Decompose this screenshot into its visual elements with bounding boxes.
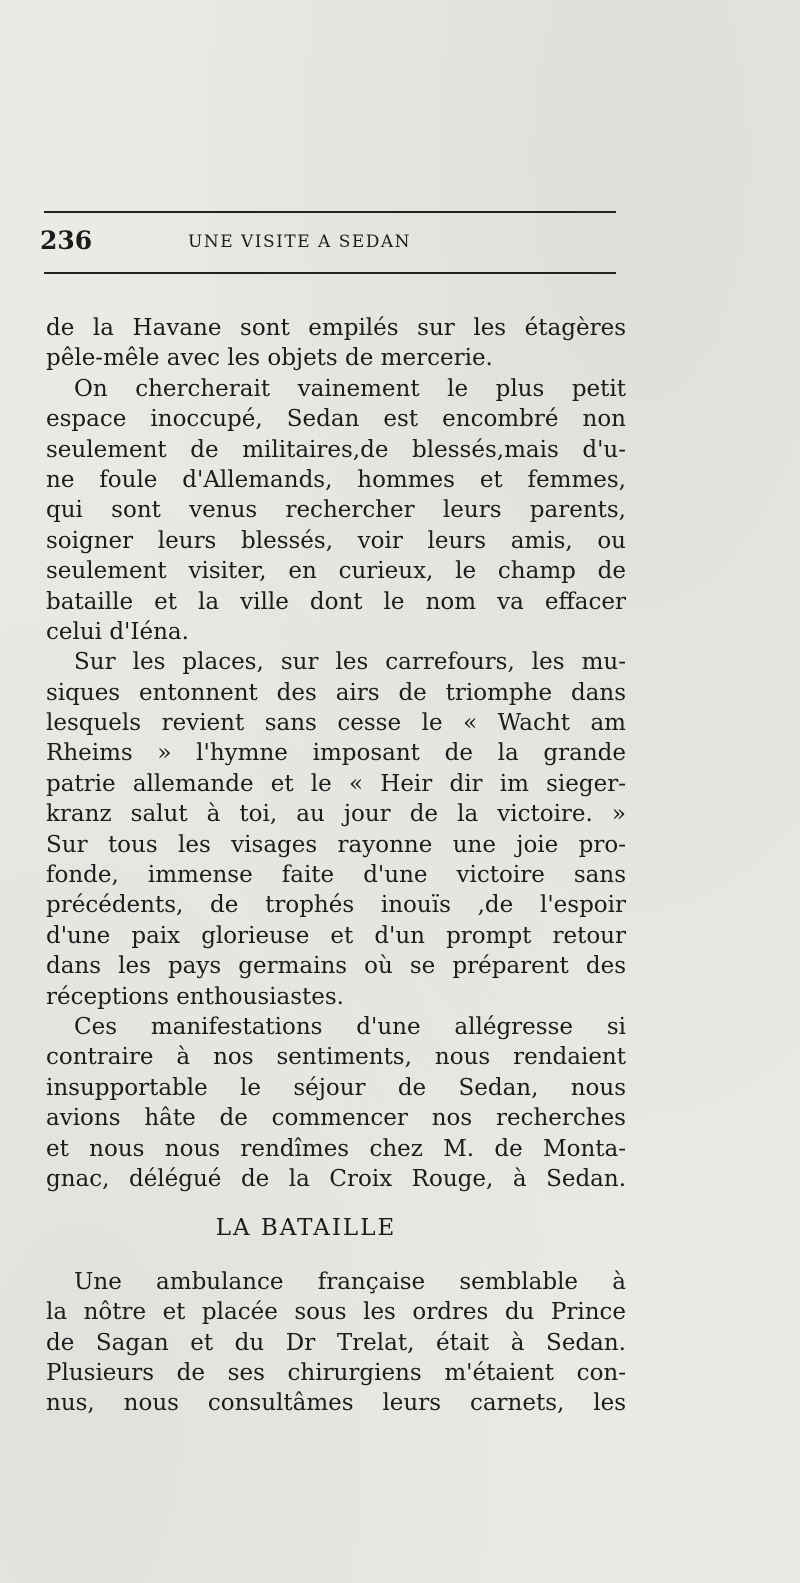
text-line: pêle-mêle avec les objets de mercerie.	[46, 345, 493, 372]
page-number: 236	[40, 226, 93, 255]
text-line: patrie allemande et le « Heir dir im sieger-	[46, 770, 626, 797]
text-line: gnac, délégué de la Croix Rouge, à Sedan.	[46, 1165, 626, 1192]
text-line: bataille et la ville dont le nom va effacer	[46, 588, 626, 615]
text-line: avions hâte de commencer nos recherches	[46, 1105, 626, 1132]
text-line: siques entonnent des airs de triomphe dans	[46, 679, 626, 706]
text-line: réceptions enthousiastes.	[46, 983, 344, 1010]
text-line: seulement visiter, en curieux, le champ de	[46, 558, 626, 585]
header-top-rule	[44, 211, 616, 213]
text-line: et nous nous rendîmes chez M. de Monta-	[46, 1135, 626, 1162]
text-line: d'une paix glorieuse et d'un prompt retour	[46, 922, 626, 949]
text-line: seulement de militaires,de blessés,mais d'u-	[46, 436, 626, 463]
text-line: Rheims » l'hymne imposant de la grande	[46, 740, 626, 767]
text-line: Ces manifestations d'une allégresse si	[74, 1013, 626, 1040]
running-header	[40, 226, 616, 260]
text-line: précédents, de trophés inouïs ,de l'espoir	[46, 892, 626, 919]
text-line: Sur les places, sur les carrefours, les mu-	[74, 649, 626, 676]
text-line: soigner leurs blessés, voir leurs amis, ou	[46, 527, 626, 554]
text-line: de la Havane sont empilés sur les étagères	[46, 315, 626, 341]
text-line: qui sont venus rechercher leurs parents,	[46, 497, 626, 524]
text-line: dans les pays germains où se préparent des	[46, 953, 626, 980]
running-title: UNE VISITE A SEDAN	[188, 232, 412, 252]
text-line: lesquels revient sans cesse le « Wacht am	[46, 710, 626, 737]
text-line: kranz salut à toi, au jour de la victoire. »	[46, 801, 626, 828]
text-line: Une ambulance française semblable à	[74, 1268, 626, 1295]
text-line: On chercherait vainement le plus petit	[74, 375, 626, 402]
text-line: celui d'Iéna.	[46, 618, 189, 645]
text-line: ne foule d'Allemands, hommes et femmes,	[46, 466, 626, 493]
text-line: de Sagan et du Dr Trelat, était à Sedan.	[46, 1329, 626, 1356]
section-heading: LA BATAILLE	[215, 1215, 397, 1242]
text-line: insupportable le séjour de Sedan, nous	[46, 1074, 626, 1101]
text-line: Sur tous les visages rayonne une joie pro-	[46, 831, 626, 858]
text-line: fonde, immense faite d'une victoire sans	[46, 862, 626, 889]
text-line: nus, nous consultâmes leurs carnets, les	[46, 1390, 626, 1417]
text-line: contraire à nos sentiments, nous rendaient	[46, 1044, 626, 1071]
header-bottom-rule	[44, 272, 616, 274]
text-line: la nôtre et placée sous les ordres du Prince	[46, 1299, 626, 1326]
text-line: Plusieurs de ses chirurgiens m'étaient con-	[46, 1359, 626, 1386]
text-line: espace inoccupé, Sedan est encombré non	[46, 406, 626, 433]
body-text	[46, 313, 626, 1419]
